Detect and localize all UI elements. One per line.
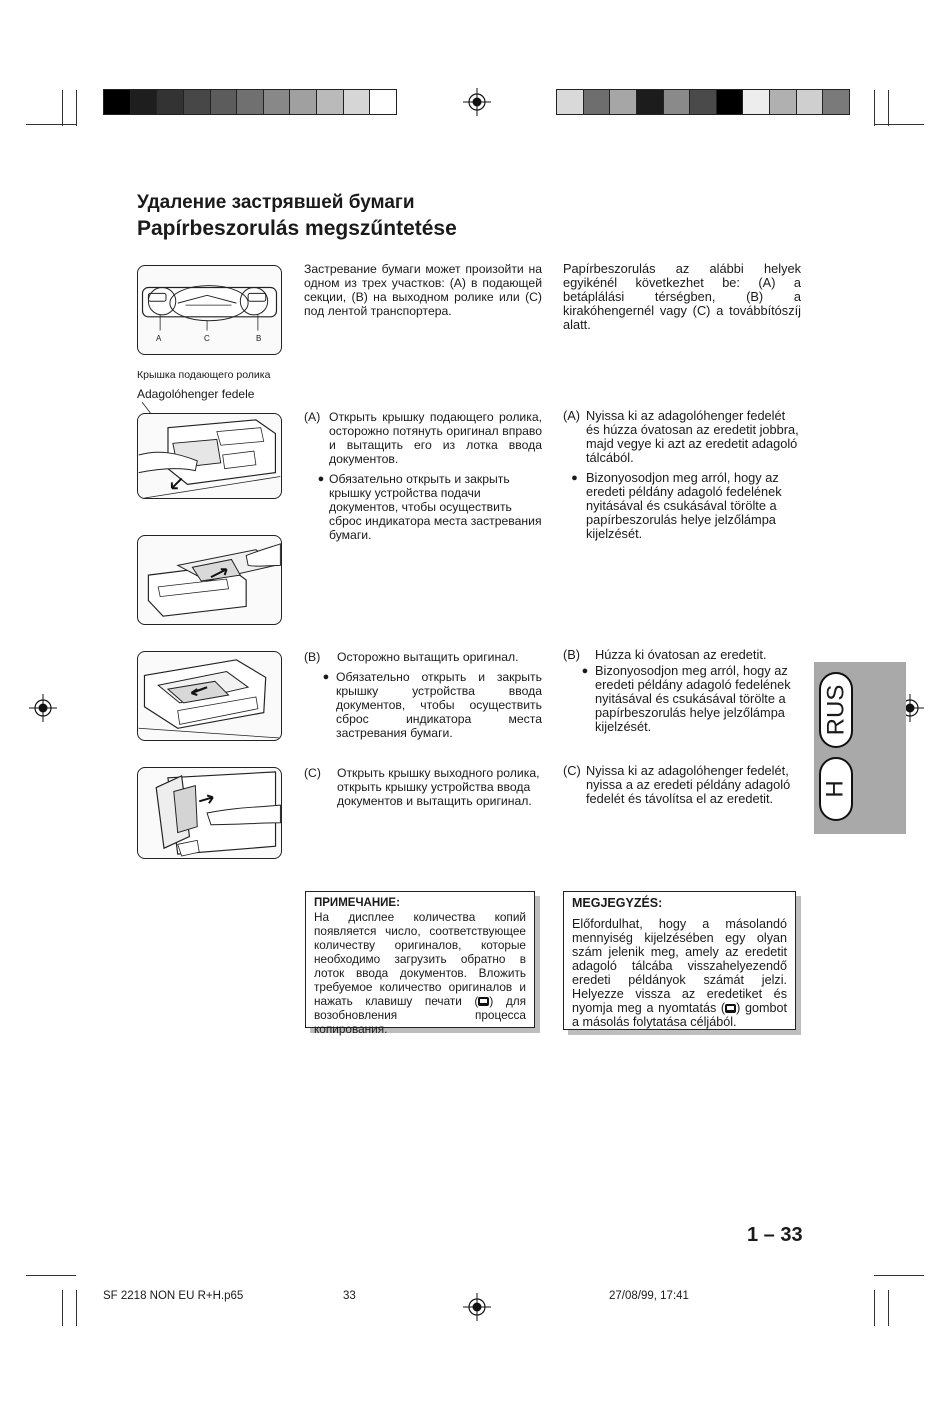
color-swatch	[637, 90, 664, 114]
step-c-ru	[304, 766, 542, 808]
figure-step-a-remove-original	[137, 535, 282, 625]
crop-mark	[874, 1275, 924, 1276]
color-swatch	[717, 90, 744, 114]
color-swatch	[211, 90, 238, 114]
figure-label-b: B	[256, 334, 262, 343]
intro-text-hu: Papírbeszorulás az alábbi helyek egyikénél következhet be: (A) a betáplálási térségben, (B) a kirakóhengernél vagy (C) a továbbítószíj alatt.	[563, 261, 801, 332]
page-title-ru: Удаление застрявшей бумаги	[137, 192, 415, 213]
figure-step-a-open-cover	[137, 413, 282, 499]
crop-mark	[26, 1275, 76, 1276]
color-swatch	[131, 90, 158, 114]
color-swatch	[237, 90, 264, 114]
color-swatch	[823, 90, 849, 114]
step-b-ru	[304, 650, 542, 740]
figure-caption-hu: Adagolóhenger fedele	[137, 387, 255, 401]
figure-jam-locations	[137, 265, 282, 355]
crop-mark	[76, 90, 77, 126]
crop-mark	[62, 90, 63, 126]
step-b-label-hu: (B)	[563, 647, 581, 662]
step-c-hu	[563, 764, 801, 806]
step-a-bullet-ru: Обязательно открыть и закрыть крышку устройства подачи документов, чтобы осуществить сброс индикатора места застревания бумаги.	[329, 472, 542, 542]
bullet-icon: ●	[317, 473, 325, 485]
step-a-label-hu: (A)	[563, 408, 581, 423]
bullet-icon: ●	[581, 665, 589, 677]
step-a-hu	[563, 409, 801, 541]
step-a-text-hu: Nyissa ki az adagolóhenger fedelét és húzza óvatosan az eredetit jobbra, majd vegye ki azt az eredetit adagoló tálcából.	[586, 408, 799, 465]
crop-mark	[26, 124, 76, 125]
color-swatch	[370, 90, 396, 114]
figure-caption-ru: Крышка подающего ролика	[137, 369, 271, 381]
color-swatch	[664, 90, 691, 114]
grayscale-calibration-bar	[103, 89, 397, 115]
color-swatch	[317, 90, 344, 114]
page-number: 1 – 33	[747, 1224, 803, 1246]
crop-mark	[76, 1290, 77, 1326]
color-swatch	[770, 90, 797, 114]
color-swatch	[157, 90, 184, 114]
color-calibration-bar	[556, 89, 850, 115]
crop-mark	[888, 1290, 889, 1326]
step-c-text-ru: Открыть крышку выходного ролика, открыть крышку устройства ввода документов и вытащить оригинал.	[337, 766, 540, 808]
crop-mark	[874, 1290, 875, 1326]
footer-filename: SF 2218 NON EU R+H.p65	[103, 1290, 244, 1302]
figure-step-c	[137, 767, 282, 859]
color-swatch	[290, 90, 317, 114]
print-key-icon	[725, 1004, 736, 1013]
color-swatch	[610, 90, 637, 114]
color-swatch	[344, 90, 371, 114]
bullet-icon: ●	[571, 472, 578, 484]
intro-text-ru: Застревание бумаги может произойти на одном из трех участков: (А) в подающей секции, (В) на выходном ролике или (С) под лентой транспортера.	[304, 262, 542, 318]
step-b-text-hu: Húzza ki óvatosan az eredetit.	[595, 647, 767, 662]
bullet-icon: ●	[322, 671, 330, 683]
note-body-hu: Előfordulhat, hogy a másolandó mennyiség kijelzésében egy olyan szám jelenik meg, amely az eredetit adagoló tálcába visszahelyezendő eredeti példányok számát jelzi. Helyezze vissza az eredetiket és nyomja meg a nyomtatás ( ) gombot a másolás folytatása céljából.	[572, 917, 788, 1029]
registration-target-icon	[29, 694, 57, 722]
crop-mark	[888, 90, 889, 126]
print-key-icon	[478, 997, 489, 1006]
footer-page: 33	[343, 1290, 356, 1302]
step-a-label-ru: (A)	[304, 410, 321, 424]
color-swatch	[264, 90, 291, 114]
note-heading-ru: ПРИМЕЧАНИЕ:	[314, 897, 400, 909]
step-b-hu	[563, 648, 801, 734]
figure-label-a: A	[156, 334, 162, 343]
language-tab-h: H	[819, 757, 853, 821]
language-tab-rus: RUS	[819, 672, 853, 748]
footer-date: 27/08/99, 17:41	[609, 1290, 689, 1302]
registration-target-icon	[463, 88, 491, 116]
color-swatch	[104, 90, 131, 114]
step-c-label-hu: (C)	[563, 763, 581, 778]
step-b-text-ru: Осторожно вытащить оригинал.	[337, 650, 519, 664]
color-swatch	[690, 90, 717, 114]
color-swatch	[184, 90, 211, 114]
crop-mark	[62, 1290, 63, 1326]
note-heading-hu: MEGJEGYZÉS:	[572, 896, 663, 910]
note-box-ru	[305, 891, 535, 1036]
step-b-bullet-ru: Обязательно открыть и закрыть крышку устройства ввода документов, чтобы осуществить сброс индикатора места застревания бумаги.	[336, 670, 542, 740]
color-swatch	[584, 90, 611, 114]
registration-target-icon	[463, 1293, 491, 1321]
crop-mark	[874, 124, 924, 125]
step-b-bullet-hu: Bizonyosodjon meg arról, hogy az eredeti példány adagoló fedelének nyitásával és csukásával törölte a papírbeszorulás helye jelzőlámpa kijelzését.	[595, 663, 791, 734]
color-swatch	[557, 90, 584, 114]
step-a-text-ru: Открыть крышку подающего ролика, осторожно потянуть оригинал вправо и вытащить его из лотка ввода документов.	[329, 410, 542, 466]
figure-step-b	[137, 651, 282, 741]
step-a-ru	[304, 410, 542, 542]
color-swatch	[797, 90, 824, 114]
note-body-ru: На дисплее количества копий появляется число, соответствующее количеству оригиналов, которые необходимо загрузить обратно в лоток ввода документов. Вложить требуемое количество оригиналов и нажать клавишу печати ( ) для возобновления процесса копирования.	[314, 910, 526, 1036]
step-c-text-hu: Nyissa ki az adagolóhenger fedelét, nyissa a az eredeti példány adagoló fedelét és távolítsa el az eredetit.	[586, 763, 791, 806]
note-box-hu	[563, 891, 796, 1030]
color-swatch	[743, 90, 770, 114]
step-b-label-ru: (B)	[304, 650, 321, 664]
figure-label-c: C	[204, 334, 210, 343]
crop-mark	[874, 90, 875, 126]
step-c-label-ru: (C)	[304, 766, 321, 780]
page-title-hu: Papírbeszorulás megszűntetése	[137, 217, 457, 240]
step-a-bullet-hu: Bizonyosodjon meg arról, hogy az eredeti példány adagoló fedelének nyitásával és csukásával törölte a papírbeszorulás helye jelzőlámpa kijelzését.	[586, 470, 782, 541]
